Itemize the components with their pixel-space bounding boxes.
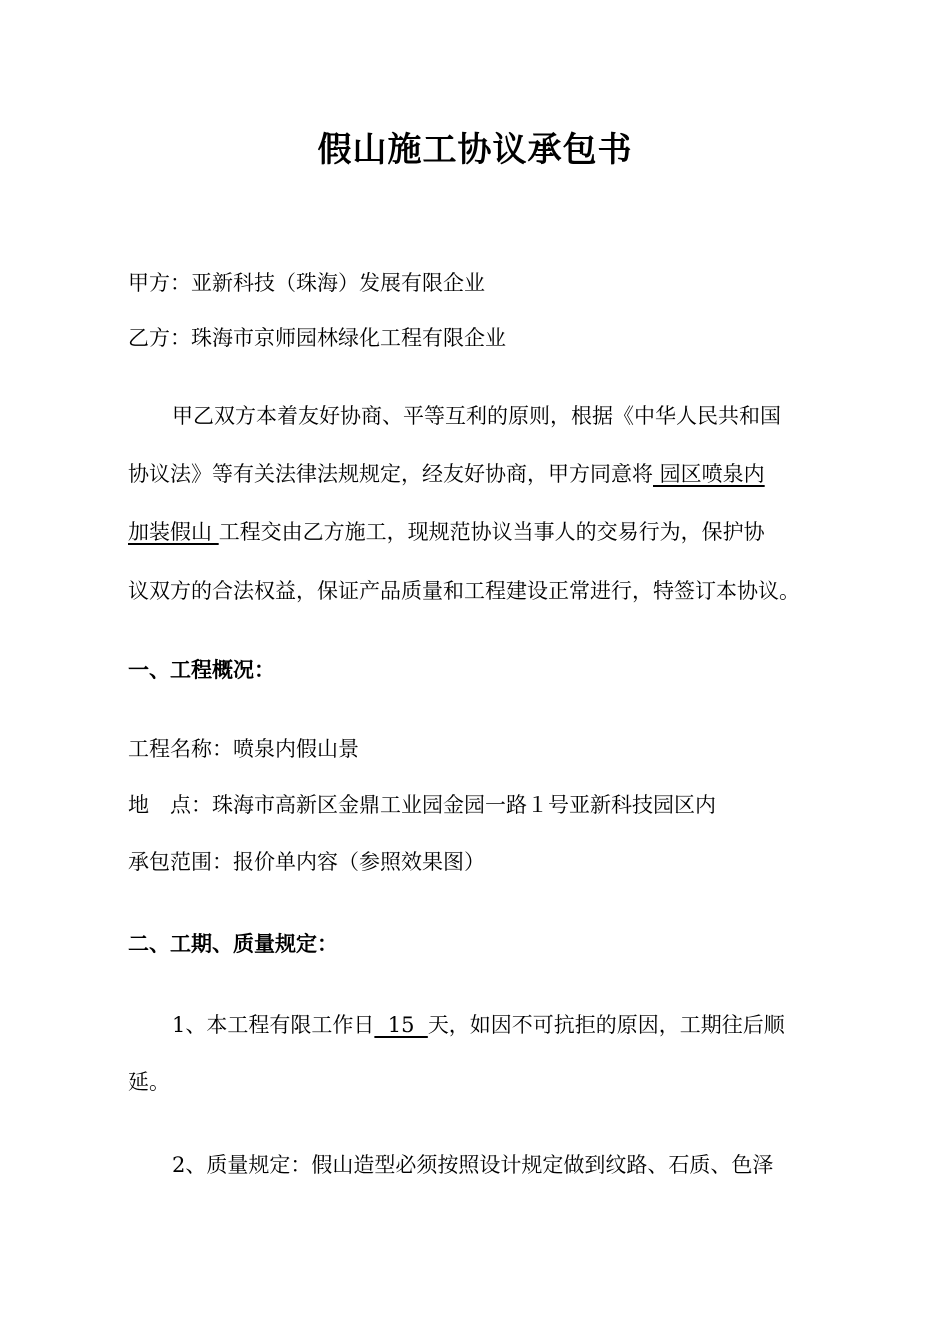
party-a: 甲方：亚新科技（珠海）发展有限企业 — [128, 271, 485, 295]
intro-line-1: 甲乙双方本着友好协商、平等互利的原则，根据《中华人民共和国 — [172, 404, 781, 428]
section-2-heading: 二、工期、质量规定： — [128, 931, 338, 956]
item-1-line-2: 延。 — [128, 1070, 170, 1094]
project-scope: 承包范围：报价单内容（参照效果图） — [128, 850, 485, 874]
intro-line-4: 议双方的合法权益，保证产品质量和工程建设正常进行，特签订本协议。 — [128, 579, 800, 603]
intro-line-2 — [128, 459, 765, 489]
intro-line-3-text: 工程交由乙方施工，现规范协议当事人的交易行为，保护协 — [218, 520, 765, 544]
item-2-line-1: 2、质量规定：假山造型必须按照设计规定做到纹路、石质、色泽 — [172, 1153, 774, 1177]
item-1-line-1 — [172, 1010, 785, 1040]
intro-line-2-text: 协议法》等有关法律法规规定，经友好协商，甲方同意将 — [128, 462, 653, 486]
party-b: 乙方：珠海市京师园林绿化工程有限企业 — [128, 326, 506, 350]
item-1-text-b: 天，如因不可抗拒的原因，工期往后顺 — [427, 1013, 785, 1037]
project-fill-blank-2: 加装假山 — [128, 520, 219, 544]
work-days-blank: 15 — [374, 1013, 428, 1037]
document-title: 假山施工协议承包书 — [317, 130, 633, 170]
intro-line-3 — [128, 517, 765, 547]
section-1-heading: 一、工程概况： — [128, 657, 275, 682]
item-1-text-a: 1、本工程有限工作日 — [172, 1013, 375, 1037]
project-fill-blank-1: 园区喷泉内 — [653, 462, 765, 486]
project-name: 工程名称：喷泉内假山景 — [128, 737, 359, 761]
project-location: 地 点：珠海市高新区金鼎工业园金园一路１号亚新科技园区内 — [128, 793, 716, 817]
